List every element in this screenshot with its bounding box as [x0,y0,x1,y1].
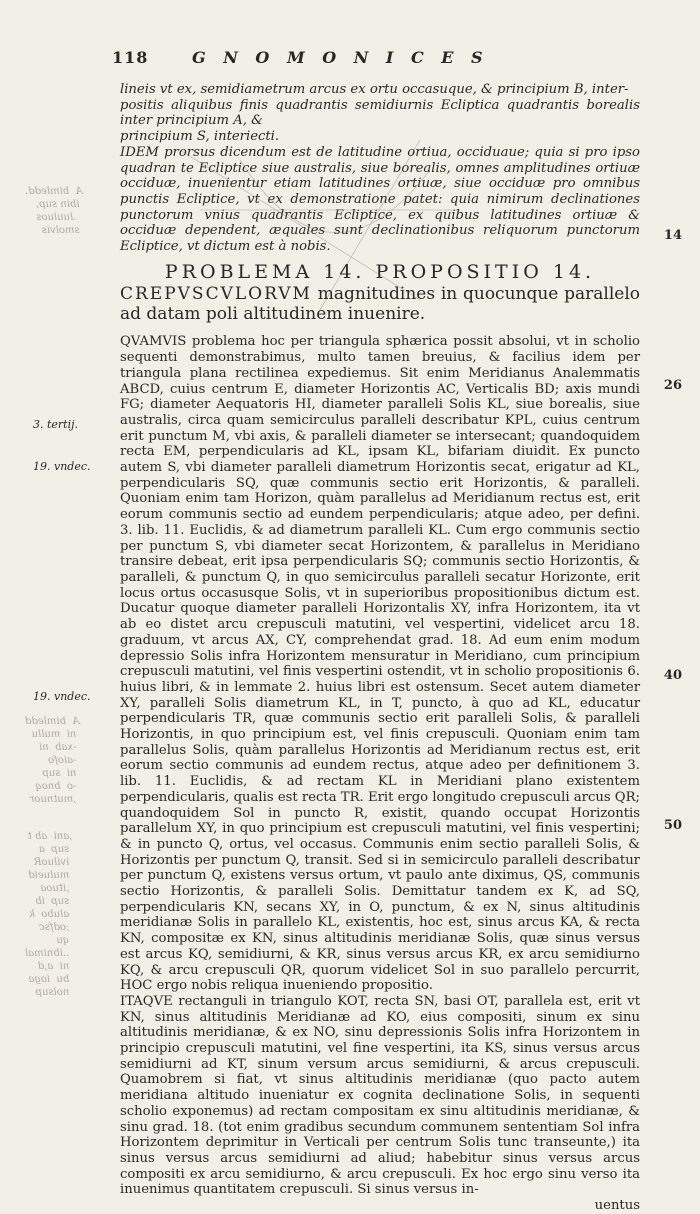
problem-heading: PROBLEMA 14. PROPOSITIO 14. [164,260,596,283]
page-number: 118 [112,48,149,67]
side-line-number: 26 [663,378,682,393]
bleed-through-text: ,ani ab t sup a iviluoR mulueid ,ituoa sup ib alubo k ;odfsc qu ..ibnimal ni a,d bu ioga nolsup [25,831,73,998]
intro-line: positis aliquibus finis quadrantis semidiurnis Ecliptica quadrantis borealis inter principium A, & [120,97,640,129]
problem-statement-rest: magnitudines in quocunque parallelo ad datam poli altitudinem inuenire. [120,284,641,325]
idem-paragraph: IDEM prorsus dicendum est de latitudine ortiua, occiduaue; quia si pro ipso quadran te Ecliptice siue australis, siue borealis, omnes amplitudines ortiuæ occiduæ, inuenientur etiam latitudines ortiuæ, siue occiduæ pro omnibus punctis Ecliptice, vt ex demonstratione patet: quia nimirum declinationes punctorum vnius quadrantis Ecliptice, ex quibus latitudines ortiuæ & occiduæ dependent, æquales sunt declinationibus reliquorum punctorum Ecliptice, vt dictum est à nobis. [120,144,640,255]
bleed-through-text: A bimledd ni mullu -xab ni -aiofo ni sup -o bnoq ,mutnuor [25,716,80,805]
page-header [112,48,532,78]
side-line-number: 50 [663,818,682,833]
margin-ref-undecimi: 19. vndec. [33,460,91,473]
catchword: uentus [594,1198,640,1214]
body-paragraph: ITAQVE rectanguli in triangulo KOT, recta SN, basi OT, parallela est, erit vt KN, sinus altitudinis Meridianæ ad KO, eius compositi, sinum ex sinu altitudinis meridianæ, & ex NO, sinu depressionis Solis infra Horizontem in principio crepusculi matutini, vel fine vespertini, ita KS, sinus versus arcus semidiurni ad KT, sinum versum arcus semidiurni, & arcus crepusculi. Quamobrem si fiat, vt sinus altitudinis meridianæ (quo pacto autem meridiana altitudo inueniatur ex cognita declinatione Solis, in sequenti scholio exponemus) ad rectam compositam ex sinu altitudinis meridianæ, & sinu grad. 18. (tot enim gradibus secundum communem sententiam Sol infra Horizontem deprimitur in Verticali per centrum Solis tunc transeunte,) ita sinus versus arcus semidiurni ad aliud; habebitur sinus versus arcus compositi ex arcu semidiurno, & arcu crepusculi. Ex hoc ergo sinu verso ita inuenimus quantitatem crepusculi. Si sinus versus in- [120,993,640,1198]
problem-statement [120,284,640,324]
intro-line: lineis vt ex, semidiametrum arcus ex ortu occasuque, & principium B, inter- [120,82,629,97]
bleed-through-text: A bimledd. ibin sup, .luuluos smolvis [25,186,83,236]
intro-line: principium S, interiecti. [120,129,280,145]
main-text-block [120,82,640,1214]
margin-ref-undecimi: 19. vndec. [33,690,91,703]
running-head: G N O M O N I C E S [192,48,489,67]
side-line-number: 14 [663,228,682,243]
side-line-number: 40 [663,668,682,683]
body-paragraph: QVAMVIS problema hoc per triangula sphærica possit absolui, vt in scholio sequenti demonstrabimus, multo tamen breuius, & facilius idem per triangula plana rectilinea expediemus. Sit enim Meridianus Analemmatis ABCD, cuius centrum E, diameter Horizontis AC, Verticalis BD; axis mundi FG; diameter Aequatoris HI, diameter paralleli Solis KL, siue borealis, siue australis, circa quam semicirculus paralleli describatur KPL, cuius centrum erit punctum M, vbi axis, & paralleli diameter se intersecant; quandoquidem recta EM, perpendicularis ad KL, ipsam KL, bifariam diuidit. Ex puncto autem S, vbi diameter paralleli diametrum Horizontis secat, erigatur ad KL, perpendicularis SQ, quæ communis sectio erit Horizontis, & paralleli. Quoniam enim tam Horizon, quàm parallelus ad Meridianum rectus est, erit eorum communis sectio ad eundem perpendicularis; atque adeo, per defini. 3. lib. 11. Euclidis, & ad diametrum paralleli KL. Cum ergo communis sectio per punctum S, vbi diameter secat Horizontem, & parallelus in Meridiano transire debeat, erit ipsa perpendicularis SQ; communis sectio Horizontis, & paralleli, & punctum Q, in quo semicirculus paralleli secatur Horizonte, erit locus ortus occasusque Solis, vt in superioribus propositionibus dictum est. Ducatur quoque diameter paralleli Horizontalis XY, infra Horizontem, ita vt ab eo distet arcu crepusculi matutini, vel vespertini, videlicet arcu 18. graduum, vt arcus AX, CY, comprehendat grad. 18. Ad eum enim modum depressio Solis infra Horizontem mensuratur in Meridiano, cum principium crepusculi matutini, vel finis vespertini ostendit, vt in scholio propositionis 6. huius libri, & in lemmate 2. huius libri est ostensum. Secet autem diameter XY, paralleli Solis diametrum KL, in T, puncto, à quo ad KL, educatur perpendicularis TR, quæ communis sectio erit paralleli Solis, & paralleli Horizontis, in quo principium est, vel finis crepusculi. Quoniam enim tam parallelus Solis, quàm parallelus Horizontis ad Meridianum rectus est, erit eorum sectio communis ad eundem rectus, atque adeo per definitionem 3. lib. 11. Euclidis, & ad rectam KL in Meridiani plano existentem perpendicularis, qualis est recta TR. Erit ergo longitudo crepusculi arcus QR; quandoquidem Sol in puncto R, existit, quando occupat Horizontis parallelum XY, in quo principium est crepusculi matutini, vel finis vespertini; & in puncto Q, ortus, vel occasus. Communis enim sectio paralleli Solis, & Horizontis per punctum Q, transit. Sed si in semicirculo paralleli describatur per punctum Q, existens versus ortum, vt paulo ante diximus, QS, communis sectio Horizontis, & paralleli Solis. Demittatur tandem ex K, ad SQ, perpendicularis KN, secans XY, in O, punctum, & ex N, sinus altitudinis meridianæ Solis in parallelo KL, existentis, hoc est, sinus arcus KA, & recta KN, compositæ ex KN, sinus altitudinis meridianæ Solis, quæ sinus versus est arcus KQ, semidiurni, & KR, sinus versus arcus KR, ex arcu semidiurno KQ, & arcu crepusculi QR, quorum videlicet Sol in suo parallelo percurrit, HOC ergo nobis reliqua inueniendo propositio. [120,334,640,994]
problem-statement-caps: CREPVSCVLORVM [120,284,312,305]
margin-ref-tertii: 3. tertij. [33,418,79,431]
